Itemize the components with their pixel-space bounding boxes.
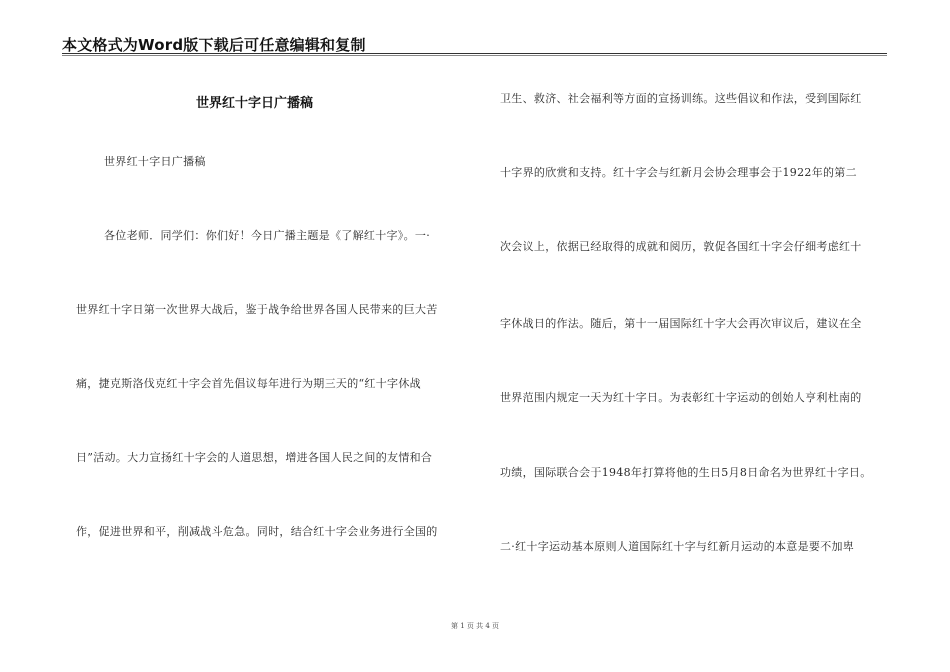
right-line-6: 功绩，国际联合会于1948年打算将他的生日5月8日命名为世界红十字日。	[500, 466, 872, 479]
header-divider-secondary	[62, 55, 887, 56]
right-line-5: 世界范围内规定一天为红十字日。为表彰红十字运动的创始人亨利杜南的	[500, 391, 862, 404]
right-line-7: 二·红十字运动基本原则人道国际红十字与红新月运动的本意是要不加卑	[500, 540, 855, 553]
left-line-1: 世界红十字日广播稿	[104, 155, 206, 168]
header-title: 本文格式为Word版下载后可任意编辑和复制	[62, 36, 366, 54]
left-line-5: 日”活动。大力宣扬红十字会的人道思想，增进各国人民之间的友情和合	[76, 451, 433, 464]
document-title: 世界红十字日广播稿	[196, 96, 314, 111]
left-line-2: 各位老师．同学们：你们好！今日广播主题是《了解红十字》。一·	[104, 229, 430, 242]
right-line-2: 十字界的欣赏和支持。红十字会与红新月会协会理事会于1922年的第二	[500, 166, 857, 179]
header-divider	[62, 53, 887, 54]
left-line-4: 痛，捷克斯洛伐克红十字会首先倡议每年进行为期三天的“红十字休战	[76, 377, 421, 390]
right-line-3: 次会议上，依据已经取得的成就和阅历，敦促各国红十字会仔细考虑红十	[500, 240, 862, 253]
right-line-4: 字休战日的作法。随后，第十一届国际红十字大会再次审议后，建议在全	[500, 317, 862, 330]
right-line-1: 卫生、救济、社会福利等方面的宣扬训练。这些倡议和作法，受到国际红	[500, 92, 862, 105]
left-line-6: 作，促进世界和平，削减战斗危急。同时，结合红十字会业务进行全国的	[76, 525, 438, 538]
left-line-3: 世界红十字日第一次世界大战后，鉴于战争给世界各国人民带来的巨大苦	[76, 303, 438, 316]
page-number: 第 1 页 共 4 页	[450, 622, 500, 630]
